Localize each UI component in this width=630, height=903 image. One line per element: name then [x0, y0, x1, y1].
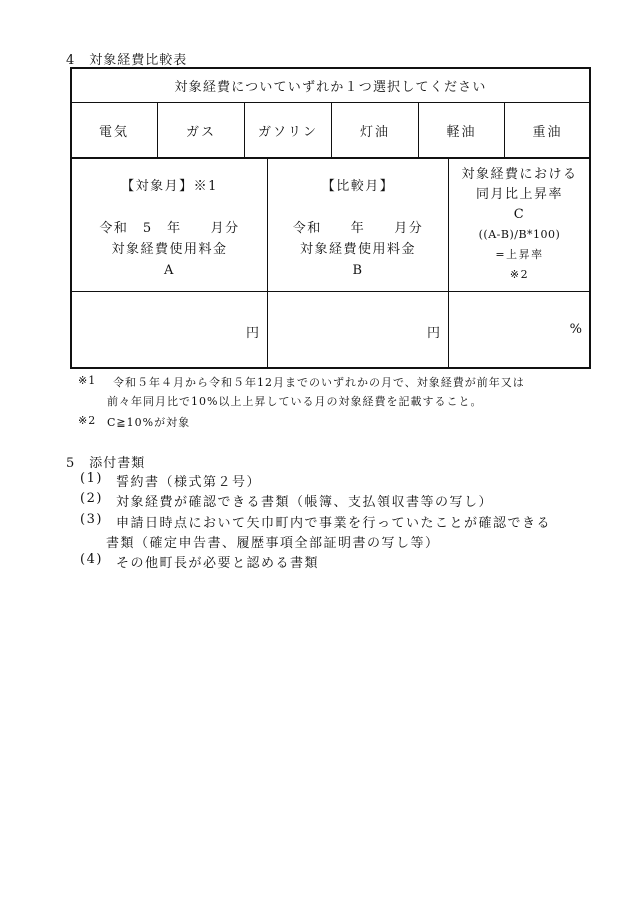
fuel-option-gasoline[interactable]: ガソリン — [257, 124, 318, 140]
rate-result: =上昇率 — [495, 248, 544, 261]
note-1-line-1: 令和５年４月から令和５年12月までのいずれかの月で、対象経費が前年又は — [113, 376, 525, 389]
note-1-line-2: 前々年同月比で10%以上上昇している月の対象経費を記載すること。 — [107, 395, 483, 408]
attachment-2-text: 対象経費が確認できる書類（帳簿、支払領収書等の写し） — [116, 495, 494, 510]
fuel-option-heavy-oil[interactable]: 重油 — [532, 124, 563, 140]
fuel-option-kerosene[interactable]: 灯油 — [359, 124, 390, 140]
attachment-1-text: 誓約書（様式第２号） — [116, 475, 262, 490]
attachment-4-text: その他町長が必要と認める書類 — [116, 556, 320, 571]
fuel-option-diesel[interactable]: 軽油 — [446, 124, 477, 140]
amount-b-input[interactable] — [268, 292, 448, 368]
attachment-3-num: (3) — [80, 512, 103, 527]
compare-month-heading: 【比較月】 — [321, 179, 395, 194]
note-1-mark: ※1 — [78, 374, 97, 387]
target-month-era: 令和 5 年 月分 — [99, 221, 240, 236]
compare-month-cell — [268, 176, 448, 281]
attachment-2-num: (2) — [80, 491, 103, 506]
divider — [71, 157, 590, 159]
rate-symbol: C — [513, 207, 526, 222]
yen-unit-b: 円 — [426, 326, 440, 341]
rate-cell — [449, 165, 590, 285]
compare-month-label: 対象経費使用料金 — [299, 242, 416, 257]
target-month-cell — [72, 176, 267, 281]
note-2-mark: ※2 — [78, 414, 97, 427]
section-5-title: 5 添付書類 — [66, 456, 146, 471]
yen-unit-a: 円 — [245, 326, 259, 341]
fuel-option-gas[interactable]: ガス — [185, 124, 216, 140]
target-month-symbol: A — [164, 263, 175, 278]
rate-line-1: 対象経費における — [461, 167, 578, 182]
attachment-3-text: 申請日時点において矢巾町内で事業を行っていたことが確認できる — [116, 516, 552, 531]
attachment-4-num: (4) — [80, 552, 103, 567]
attachment-1-num: (1) — [80, 471, 103, 486]
attachment-3-continuation: 書類（確定申告書、履歴事項全部証明書の写し等） — [106, 536, 440, 551]
target-month-label: 対象経費使用料金 — [111, 242, 228, 257]
rate-line-2: 同月比上昇率 — [475, 187, 563, 202]
compare-month-symbol: B — [352, 263, 364, 278]
rate-formula: ((A-B)/B*100) — [478, 228, 561, 241]
select-instruction: 対象経費についていずれか１つ選択してください — [174, 80, 487, 95]
rate-note-ref: ※2 — [509, 268, 530, 281]
target-month-heading: 【対象月】※1 — [121, 179, 218, 194]
note-2-line-1: C≧10%が対象 — [107, 416, 191, 429]
percent-unit: % — [569, 322, 582, 337]
amount-a-input[interactable] — [71, 292, 267, 368]
section-4-title: 4 対象経費比較表 — [66, 53, 188, 68]
compare-month-era: 令和 年 月分 — [292, 221, 424, 236]
rate-c-input[interactable] — [449, 292, 590, 368]
fuel-option-electricity[interactable]: 電気 — [98, 124, 129, 140]
